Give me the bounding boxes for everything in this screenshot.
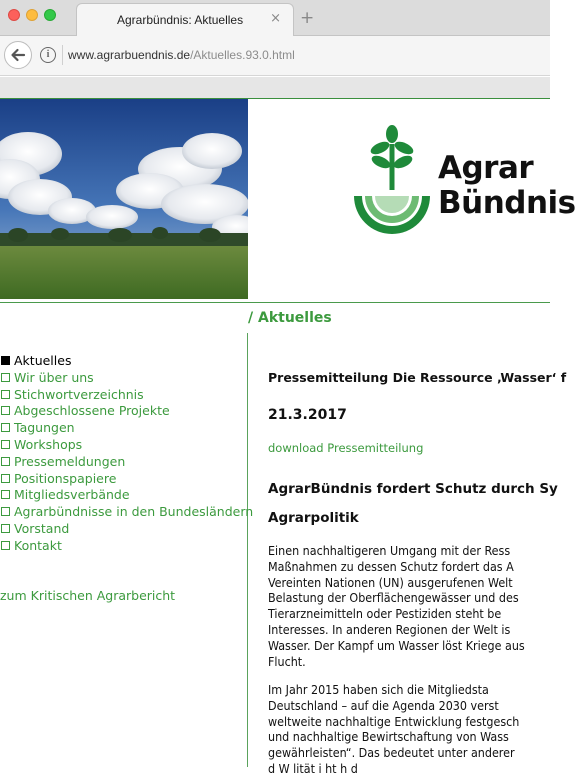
- nav-item-kontakt[interactable]: [0, 538, 253, 555]
- nav-item-label: Vorstand: [14, 520, 70, 536]
- paragraph-line: gewährleisten“. Das bedeutet unter anderer: [268, 745, 515, 761]
- nav-item-abgeschlossene-projekte[interactable]: [0, 403, 253, 420]
- tab-close-icon[interactable]: ×: [270, 11, 281, 26]
- kritischer-agrarbericht-link[interactable]: zum Kritischen Agrarbericht: [0, 588, 176, 603]
- nav-item-pressemeldungen[interactable]: [0, 454, 253, 471]
- new-tab-button[interactable]: +: [300, 8, 315, 28]
- nav-item-wir-ueber-uns[interactable]: [0, 370, 253, 387]
- nav-item-vorstand[interactable]: [0, 521, 253, 538]
- article-headline: AgrarBündnis fordert Schutz durch Sy: [268, 481, 558, 497]
- url-field[interactable]: [68, 48, 295, 62]
- article-date: 21.3.2017: [268, 407, 347, 423]
- paragraph-line: Belastung der Oberflächengewässer und des: [268, 590, 519, 606]
- nav-item-label: Mitgliedsverbände: [14, 487, 130, 503]
- browser-tab-bar: [0, 0, 550, 36]
- nav-item-workshops[interactable]: [0, 437, 253, 454]
- nav-bullet-icon: [1, 356, 10, 365]
- nav-item-stichwortverzeichnis[interactable]: [0, 387, 253, 404]
- paragraph-line: Interesses. In anderen Regionen der Welt is: [268, 621, 511, 637]
- maximize-window-button[interactable]: [44, 9, 56, 21]
- header-photo: [0, 99, 248, 299]
- nav-item-label: Kontakt: [14, 537, 62, 553]
- nav-item-aktuelles[interactable]: [0, 353, 253, 370]
- nav-bullet-icon: [1, 390, 10, 399]
- nav-item-tagungen[interactable]: [0, 420, 253, 437]
- nav-bullet-icon: [1, 490, 10, 499]
- paragraph-line: weltweite nachhaltige Entwicklung festgesch: [268, 713, 520, 729]
- url-host: www.agrarbuendnis.de: [68, 48, 191, 62]
- tab-title: Agrarbündnis: Aktuelles: [117, 13, 244, 27]
- paragraph-line: d W lität i ht h d: [268, 760, 358, 776]
- nav-bullet-icon: [1, 541, 10, 550]
- nav-bullet-icon: [1, 507, 10, 516]
- paragraph-line: Flucht.: [268, 653, 306, 669]
- nav-item-label: Stichwortverzeichnis: [14, 386, 144, 402]
- nav-item-label: Abgeschlossene Projekte: [14, 403, 170, 419]
- paragraph-line: Wasser. Der Kampf um Wasser löst Kriege aus: [268, 637, 525, 653]
- nav-item-agrarbuendnisse[interactable]: [0, 504, 253, 521]
- nav-item-label: Aktuelles: [14, 353, 72, 368]
- nav-bullet-icon: [1, 373, 10, 382]
- address-bar: [0, 36, 550, 76]
- nav-bullet-icon: [1, 440, 10, 449]
- browser-tab[interactable]: [76, 3, 294, 37]
- logo-area: [248, 99, 576, 299]
- nav-item-label: Wir über uns: [14, 369, 94, 385]
- info-icon[interactable]: i: [40, 47, 56, 63]
- article-subheadline: Agrarpolitik: [268, 510, 359, 526]
- sidebar-nav: [0, 353, 253, 555]
- nav-bullet-icon: [1, 406, 10, 415]
- nav-item-label: Tagungen: [14, 420, 75, 436]
- paragraph-line: Einen nachhaltigeren Umgang mit der Ress: [268, 543, 511, 558]
- paragraph-line: Vereinten Nationen (UN) ausgerufenen Welt: [268, 574, 513, 590]
- close-window-button[interactable]: [8, 9, 20, 21]
- download-press-release-link[interactable]: download Pressemitteilung: [268, 441, 424, 455]
- minimize-window-button[interactable]: [26, 9, 38, 21]
- toolbar-gap: [0, 77, 550, 98]
- press-release-title: Pressemitteilung Die Ressource ‚Wasser‘ f: [268, 370, 567, 385]
- nav-item-mitgliedsverbaende[interactable]: [0, 487, 253, 504]
- paragraph-line: Tierarzneimitteln oder Pestiziden steht be: [268, 606, 502, 622]
- paragraph-line: und nachhaltige Bewirtschaftung von Wass: [268, 729, 509, 745]
- paragraph-line: Im Jahr 2015 haben sich die Mitgliedsta: [268, 682, 489, 697]
- nav-bullet-icon: [1, 474, 10, 483]
- paragraph-line: Deutschland – auf die Agenda 2030 verst: [268, 697, 499, 713]
- paragraph-line: Maßnahmen zu dessen Schutz fordert das A: [268, 558, 514, 574]
- nav-item-label: Pressemeldungen: [14, 453, 126, 469]
- back-arrow-icon: [4, 41, 32, 69]
- article-paragraph-1: [268, 543, 550, 669]
- nav-item-label: Agrarbündnisse in den Bundesländern: [14, 504, 254, 520]
- header-rule: [0, 302, 550, 303]
- article-paragraph-2: [268, 682, 550, 777]
- back-button[interactable]: [4, 41, 32, 69]
- nav-bullet-icon: [1, 524, 10, 533]
- logo-text-buendnis: Bündnis: [438, 185, 576, 221]
- section-title: / Aktuelles: [248, 310, 332, 326]
- url-separator: [62, 45, 63, 65]
- nav-item-label: Workshops: [14, 436, 83, 452]
- agrarbuendnis-logo-icon: [348, 124, 436, 246]
- url-path: /Aktuelles.93.0.html: [190, 48, 295, 62]
- main-content: [268, 333, 567, 776]
- logo-text-agrar: Agrar: [438, 150, 534, 186]
- nav-item-positionspapiere[interactable]: [0, 471, 253, 488]
- nav-bullet-icon: [1, 457, 10, 466]
- nav-bullet-icon: [1, 423, 10, 432]
- nav-item-label: Positionspapiere: [14, 470, 117, 486]
